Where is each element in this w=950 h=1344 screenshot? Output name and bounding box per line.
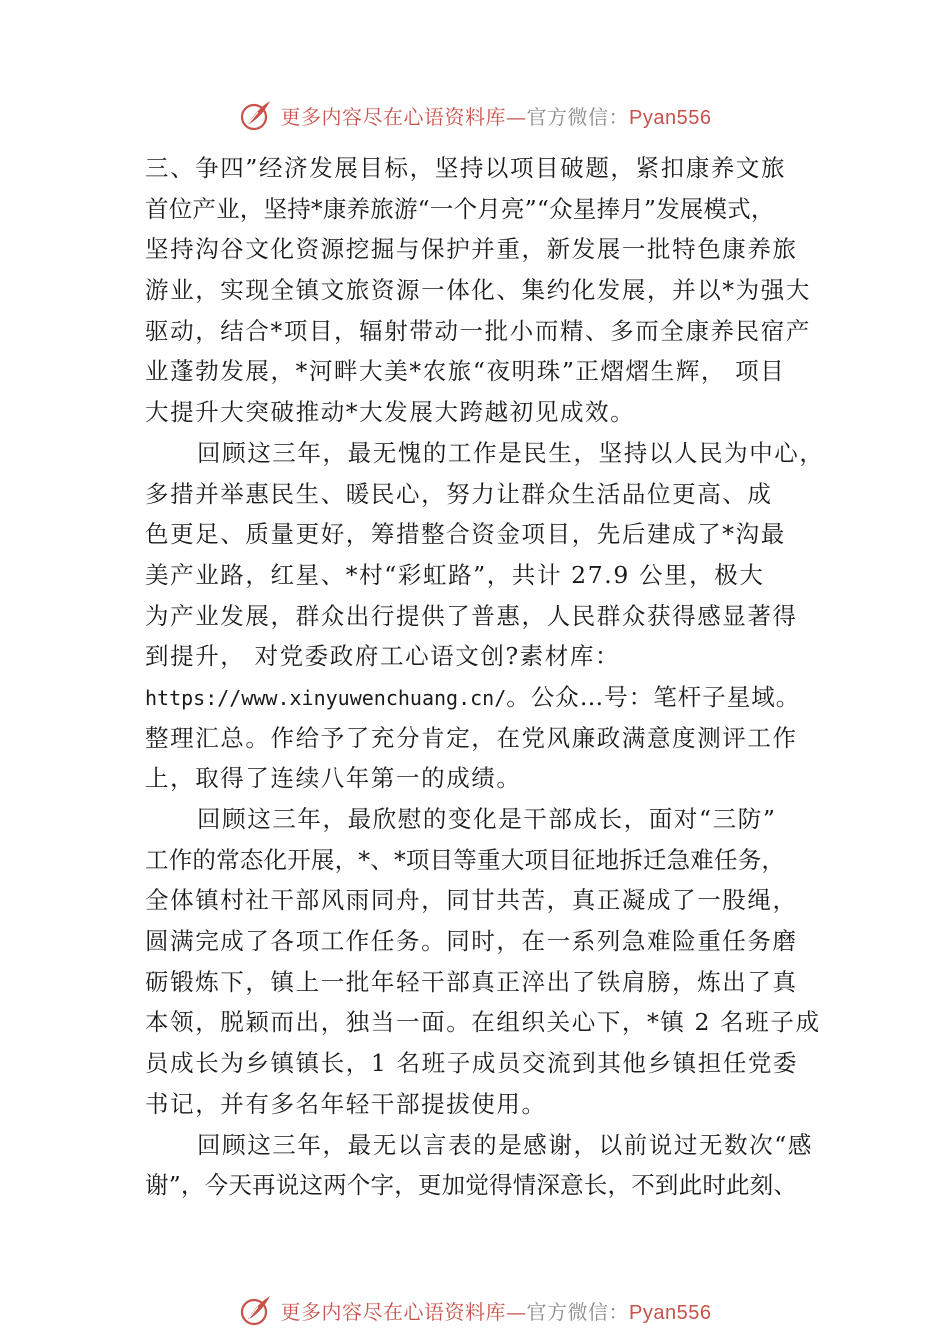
text-line: 书记，并有多名年轻干部提拔使用。 <box>145 1089 547 1118</box>
text-line: 谢”，今天再说这两个字，更加觉得情深意长，不到此时此刻、 <box>145 1171 798 1200</box>
text-line: 游业，实现全镇文旅资源一体化、集约化发展，并以*为强大 <box>145 276 811 305</box>
banner-separator: — <box>506 1299 527 1324</box>
text-line: 为产业发展，群众出行提供了普惠，人民群众获得感显著得 <box>145 601 798 630</box>
text-line: 回顾这三年，最欣慰的变化是干部成长，面对“三防” <box>197 805 777 833</box>
text-line: 回顾这三年，最无愧的工作是民生，坚持以人民为中心， <box>197 438 825 467</box>
text-line: 驱动，结合*项目，辐射带动一批小而精、多而全康养民宿产 <box>145 316 811 345</box>
url-line <box>145 677 845 718</box>
text-line: 三、争四”经济发展目标，坚持以项目破题，紧扣康养文旅 <box>145 154 787 182</box>
banner-text <box>281 1296 712 1325</box>
resource-url-link[interactable]: https://www.xinyuwenchuang.cn/ <box>145 685 507 710</box>
text-line: 色更足、质量更好，筹措整合资金项目，先后建成了*沟最 <box>145 520 786 549</box>
text-line: 上，取得了连续八年第一的成绩。 <box>145 764 522 793</box>
quill-pen-circle-icon <box>239 98 273 132</box>
url-suffix-text: 。公众…号：笔杆子星域。 <box>506 682 801 711</box>
text-line: 业蓬勃发展，*河畔大美*农旅“夜明珠”正熠熠生辉， 项目 <box>145 357 786 386</box>
text-line: 首位产业，坚持*康养旅游“一个月亮”“众星捧月”发展模式， <box>145 194 775 223</box>
text-line: 全体镇村社干部风雨同舟，同甘共苦，真正凝成了一股绳， <box>145 886 798 915</box>
banner-label: 官方微信： <box>526 1299 630 1324</box>
document-body <box>145 148 845 1206</box>
paragraph-2 <box>145 433 845 799</box>
text-line: 砺锻炼下，镇上一批年轻干部真正淬出了铁肩膀，炼出了真 <box>145 967 798 996</box>
text-line: 圆满完成了各项工作任务。同时，在一系列急难险重任务磨 <box>145 927 798 956</box>
banner-label: 官方微信： <box>526 104 630 129</box>
text-line: 大提升大突破推动*大发展大跨越初见成效。 <box>145 398 636 427</box>
text-line: 美产业路，红星、*村“彩虹路”，共计 27.9 公里，极大 <box>145 560 765 589</box>
text-line: 回顾这三年，最无以言表的是感谢，以前说过无数次“感 <box>197 1130 814 1159</box>
footer-banner <box>0 1288 950 1332</box>
paragraph-3 <box>145 799 845 1125</box>
header-banner <box>0 93 950 137</box>
text-line: 到提升， 对党委政府工心语文创?素材库： <box>145 642 621 671</box>
text-line: 整理汇总。作给予了充分肯定，在党风廉政满意度测评工作 <box>145 723 798 752</box>
paragraph-4 <box>145 1125 845 1206</box>
text-line: 本领，脱颖而出，独当一面。在组织关心下，*镇 2 名班子成 <box>145 1008 821 1037</box>
banner-wechat-id: Pyan556 <box>629 1301 712 1324</box>
text-line: 工作的常态化开展，*、*项目等重大项目征地拆迁急难任务， <box>145 845 786 874</box>
banner-main-text: 更多内容尽在心语资料库 <box>280 104 507 129</box>
banner-main-text: 更多内容尽在心语资料库 <box>280 1299 507 1324</box>
banner-separator: — <box>506 104 527 129</box>
banner-wechat-id: Pyan556 <box>629 106 712 129</box>
paragraph-1 <box>145 148 845 433</box>
text-line: 多措并举惠民生、暖民心，努力让群众生活品位更高、成 <box>145 479 773 508</box>
banner-text <box>281 101 712 130</box>
text-line: 坚持沟谷文化资源挖掘与保护并重，新发展一批特色康养旅 <box>145 235 798 264</box>
text-line: 员成长为乡镇镇长，1 名班子成员交流到其他乡镇担任党委 <box>145 1049 799 1078</box>
quill-pen-circle-icon <box>239 1293 273 1327</box>
